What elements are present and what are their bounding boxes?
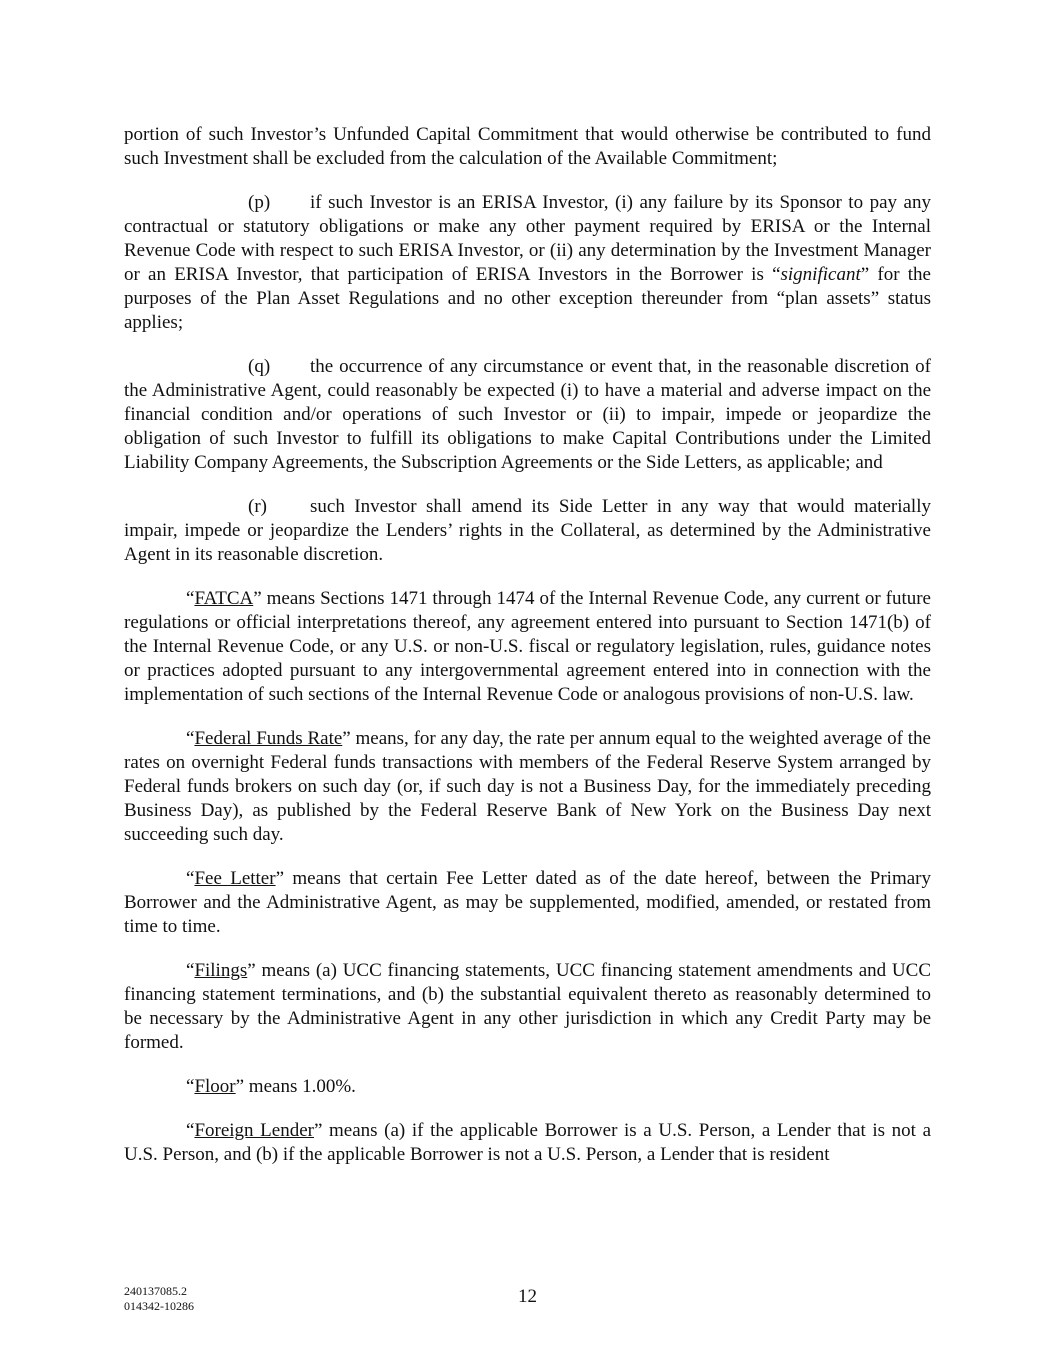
definition-fatca — [124, 587, 931, 707]
definition-text: ” means (a) if the applicable Borrower is a U.S. Person, a Lender that is not a U.S. Person, and (b) if the applicable Borrower is not a U.S. Person, a Lender that is resident — [124, 1120, 932, 1165]
defined-term-fee-letter: Fee Letter — [194, 868, 276, 889]
definition-open-quote: “ — [186, 868, 195, 889]
clause-p-text-a: if such Investor is an ERISA Investor, (i) any failure by its Sponsor to pay any contractual or statutory obligations or make any other payment required by ERISA or the Internal Revenue Code with respect to such ERISA Investor, or (ii) any determination by the Investment Manager or an ERISA Investor, that participation of ERISA Investors in the Borrower is “ — [124, 192, 931, 285]
defined-term-fatca: FATCA — [194, 588, 254, 609]
definition-open-quote: “ — [186, 588, 195, 609]
definition-text: ” means Sections 1471 through 1474 of the Internal Revenue Code, any current or future regulations or official interpretations thereof, any agreement entered into pursuant to Section 1471(b) of the Internal Revenue Code, or any U.S. or non-U.S. fiscal or regulatory legislation, rules, guidance notes or practices adopted pursuant to any intergovernmental agreement entered into in connection with the implementation of such sections of the Internal Revenue Code or analogous provisions of non-U.S. law. — [124, 588, 931, 705]
definition-floor — [124, 1075, 931, 1099]
defined-term-federal-funds-rate: Federal Funds Rate — [194, 728, 343, 749]
definition-text: ” means, for any day, the rate per annum equal to the weighted average of the rates on overnight Federal funds transactions with members of the Federal Reserve System arranged by Federal funds brokers on such day (or, if such day is not a Business Day, for the immediately preceding Business Day), as published by the Federal Reserve Bank of New York on the Business Day next succeeding such day. — [124, 728, 931, 845]
clause-p-label: (p) — [248, 192, 271, 213]
clause-q-text: the occurrence of any circumstance or event that, in the reasonable discretion of the Administrative Agent, could reasonably be expected (i) to have a material and adverse impact on the financial condition and/or operations of such Investor or (ii) to impair, impede or jeopardize the obligation of such Investor to fulfill its obligations to make Capital Contributions under the Limited Liability Company Agreements, the Subscription Agreements or the Side Letters, as applicable; and — [124, 356, 931, 473]
definition-text: ” means that certain Fee Letter dated as of the date hereof, between the Primary Borrower and the Administrative Agent, as may be supplemented, modified, amended, or restated from time to time. — [124, 868, 931, 937]
clause-r-label: (r) — [248, 496, 267, 517]
definition-open-quote: “ — [186, 728, 195, 749]
definition-text: ” means 1.00%. — [235, 1076, 356, 1097]
clause-p-italic-term: significant — [780, 264, 861, 285]
footer-doc-id: 240137085.2 — [124, 1284, 187, 1298]
clause-p — [124, 191, 931, 335]
definition-fee-letter — [124, 867, 931, 939]
definition-foreign-lender — [124, 1119, 931, 1167]
definition-open-quote: “ — [186, 1076, 195, 1097]
document-body — [124, 123, 931, 1187]
continued-paragraph — [124, 123, 931, 171]
defined-term-floor: Floor — [194, 1076, 236, 1097]
defined-term-foreign-lender: Foreign Lender — [194, 1120, 314, 1141]
footer-matter-id: 014342-10286 — [124, 1299, 194, 1313]
clause-r-text: such Investor shall amend its Side Letter in any way that would materially impair, impede or jeopardize the Lenders’ rights in the Collateral, as determined by the Administrative Agent in its reasonable discretion. — [124, 496, 931, 565]
definition-open-quote: “ — [186, 960, 195, 981]
clause-r — [124, 495, 931, 567]
page-number: 12 — [518, 1286, 537, 1307]
defined-term-filings: Filings — [194, 960, 248, 981]
clause-p-text-b: ” for the purposes of the Plan Asset Regulations and no other exception thereunder from “plan assets” status applies; — [124, 264, 931, 333]
definition-open-quote: “ — [186, 1120, 195, 1141]
continued-paragraph-text: portion of such Investor’s Unfunded Capital Commitment that would otherwise be contributed to fund such Investment shall be excluded from the calculation of the Available Commitment; — [124, 124, 931, 169]
definition-filings — [124, 959, 931, 1055]
definition-federal-funds-rate — [124, 727, 931, 847]
clause-q — [124, 355, 931, 475]
clause-q-label: (q) — [248, 356, 271, 377]
definition-text: ” means (a) UCC financing statements, UCC financing statement amendments and UCC financing statement terminations, and (b) the substantial equivalent thereto as reasonably determined to be necessary by the Administrative Agent in any other jurisdiction in which any Credit Party may be formed. — [124, 960, 931, 1053]
